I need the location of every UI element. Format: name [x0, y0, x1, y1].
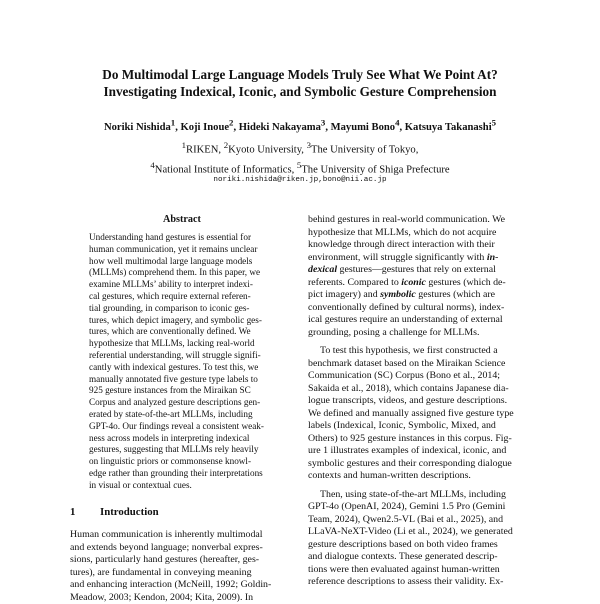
text-line: benchmark dataset based on the Miraikan Science — [308, 358, 514, 371]
text-line: symbolic gestures and their corresponding dialogue — [308, 458, 514, 471]
section-heading-introduction — [70, 505, 159, 519]
section-title: Introduction — [100, 506, 159, 518]
text-line: reference descriptions to assess their validity. Ex- — [308, 576, 514, 589]
text-line: GPT-4o (OpenAI, 2024), Gemini 1.5 Pro (Gemini — [308, 501, 514, 514]
abstract-body — [89, 232, 264, 492]
text-line: labels (Indexical, Iconic, Symbolic, Mixed, and — [308, 420, 514, 433]
author: Hideki Nakayama$^3$, — [239, 122, 331, 133]
introduction-body — [70, 529, 271, 604]
text-line: gesture descriptions based on both video frames — [308, 539, 514, 552]
text-line: and enhancing interaction (McNeill, 1992; Goldin- — [70, 579, 271, 592]
text-line: dexical gestures—gestures that rely on external — [308, 264, 514, 277]
text-line: tial grounding, in comparison to iconic ges- — [89, 303, 264, 315]
paragraph — [308, 489, 514, 589]
text-line: referents. Compared to iconic gestures (which de- — [308, 277, 514, 290]
text-line: ical gestures require an understanding of external — [308, 314, 514, 327]
text-line: erated by state-of-the-art MLLMs, including — [89, 409, 264, 421]
text-line: Sakaida et al., 2018), which contains Japanese dia- — [308, 383, 514, 396]
text-line: GPT-4o. Our findings reveal a consistent weak- — [89, 421, 264, 433]
text-line: edge rather than grounding their interpretations — [89, 468, 264, 480]
text-line: sions, particularly hand gestures (hereafter, ges- — [70, 554, 271, 567]
affiliations-line-2: $^4$National Institute of Informatics, $^5$The University of Shiga Prefecture — [40, 158, 560, 178]
text-line: referential understanding, will struggle signifi- — [89, 350, 264, 362]
section-number: 1 — [70, 505, 100, 519]
text-line: Understanding hand gestures is essential for — [89, 232, 264, 244]
author-list — [30, 115, 570, 135]
text-line: in visual or contextual cues. — [89, 480, 264, 492]
text-line: tures), are fundamental in conveying meaning — [70, 567, 271, 580]
affiliations — [40, 138, 560, 177]
author-email: noriki.nishida@riken.jp,bono@nii.ac.jp — [40, 175, 560, 185]
author: Noriki Nishida$^1$, — [104, 122, 181, 133]
text-line: (MLLMs) comprehend them. In this paper, we — [89, 267, 264, 279]
paragraph — [308, 345, 514, 483]
text-line: ness across models in interpreting indexical — [89, 433, 264, 445]
text-line: contexts and human-written descriptions. — [308, 470, 514, 483]
text-line: grounding, posing a challenge for MLLMs. — [308, 327, 514, 340]
text-line: on linguistic priors or commonsense knowl- — [89, 456, 264, 468]
text-line: tions were then evaluated against human-written — [308, 564, 514, 577]
author: Mayumi Bono$^4$, — [331, 122, 405, 133]
text-line: cal gestures, which require external referen- — [89, 291, 264, 303]
text-line: logue transcripts, videos, and gesture descriptions. — [308, 395, 514, 408]
text-line: hypothesize that MLLMs, which do not acquire — [308, 227, 514, 240]
text-line: manually annotated five gesture type labels to — [89, 374, 264, 386]
text-line: human communication, yet it remains unclear — [89, 244, 264, 256]
text-line: ure 1 illustrates examples of indexical, iconic, and — [308, 445, 514, 458]
title-line-1: Do Multimodal Large Language Models Truly See What We Point At? — [40, 66, 560, 83]
text-line: gestures, suggesting that MLLMs rely heavily — [89, 444, 264, 456]
text-line: Corpus and analyzed gesture descriptions gen- — [89, 397, 264, 409]
text-line: LLaVA-NeXT-Video (Li et al., 2024), we generated — [308, 526, 514, 539]
text-line: We defined and manually assigned five gesture type — [308, 408, 514, 421]
text-line: To test this hypothesis, we first constructed a — [308, 345, 514, 358]
right-column — [308, 214, 514, 589]
abstract-heading: Abstract — [85, 214, 279, 225]
affiliations-line-1: $^1$RIKEN, $^2$Kyoto University, $^3$The University of Tokyo, — [40, 138, 560, 158]
paragraph — [308, 214, 514, 339]
text-line: knowledge through direct interaction with their — [308, 239, 514, 252]
paper-title — [40, 66, 560, 100]
text-line: examine MLLMs’ ability to interpret indexi- — [89, 279, 264, 291]
text-line: Meadow, 2003; Kendon, 2004; Kita, 2009). In — [70, 592, 271, 604]
title-line-2: Investigating Indexical, Iconic, and Symbolic Gesture Comprehension — [40, 83, 560, 100]
text-line: behind gestures in real-world communication. We — [308, 214, 514, 227]
text-line: pict imagery) and symbolic gestures (which are — [308, 289, 514, 302]
text-line: environment, will struggle significantly with in- — [308, 252, 514, 265]
text-line: tures, which are conventionally defined. We — [89, 326, 264, 338]
author: Katsuya Takanashi$^5$ — [405, 122, 496, 133]
text-line: hypothesize that MLLMs, lacking real-world — [89, 338, 264, 350]
text-line: Team, 2024), Qwen2.5-VL (Bai et al., 2025), and — [308, 514, 514, 527]
text-line: Then, using state-of-the-art MLLMs, including — [308, 489, 514, 502]
text-line: cantly with indexical gestures. To test this, we — [89, 362, 264, 374]
text-line: conventionally defined by cultural norms), index- — [308, 302, 514, 315]
text-line: tures, which depict imagery, and symbolic ges- — [89, 315, 264, 327]
text-line: Others) to 925 gesture instances in this corpus. Fig- — [308, 433, 514, 446]
text-line: how well multimodal large language models — [89, 256, 264, 268]
text-line: Human communication is inherently multimodal — [70, 529, 271, 542]
text-line: 925 gesture instances from the Miraikan SC — [89, 385, 264, 397]
text-line: and extends beyond language; nonverbal expres- — [70, 542, 271, 555]
text-line: Communication (SC) Corpus (Bono et al., 2014; — [308, 370, 514, 383]
text-line: and dialogue contexts. These generated descrip- — [308, 551, 514, 564]
author: Koji Inoue$^2$, — [180, 122, 238, 133]
